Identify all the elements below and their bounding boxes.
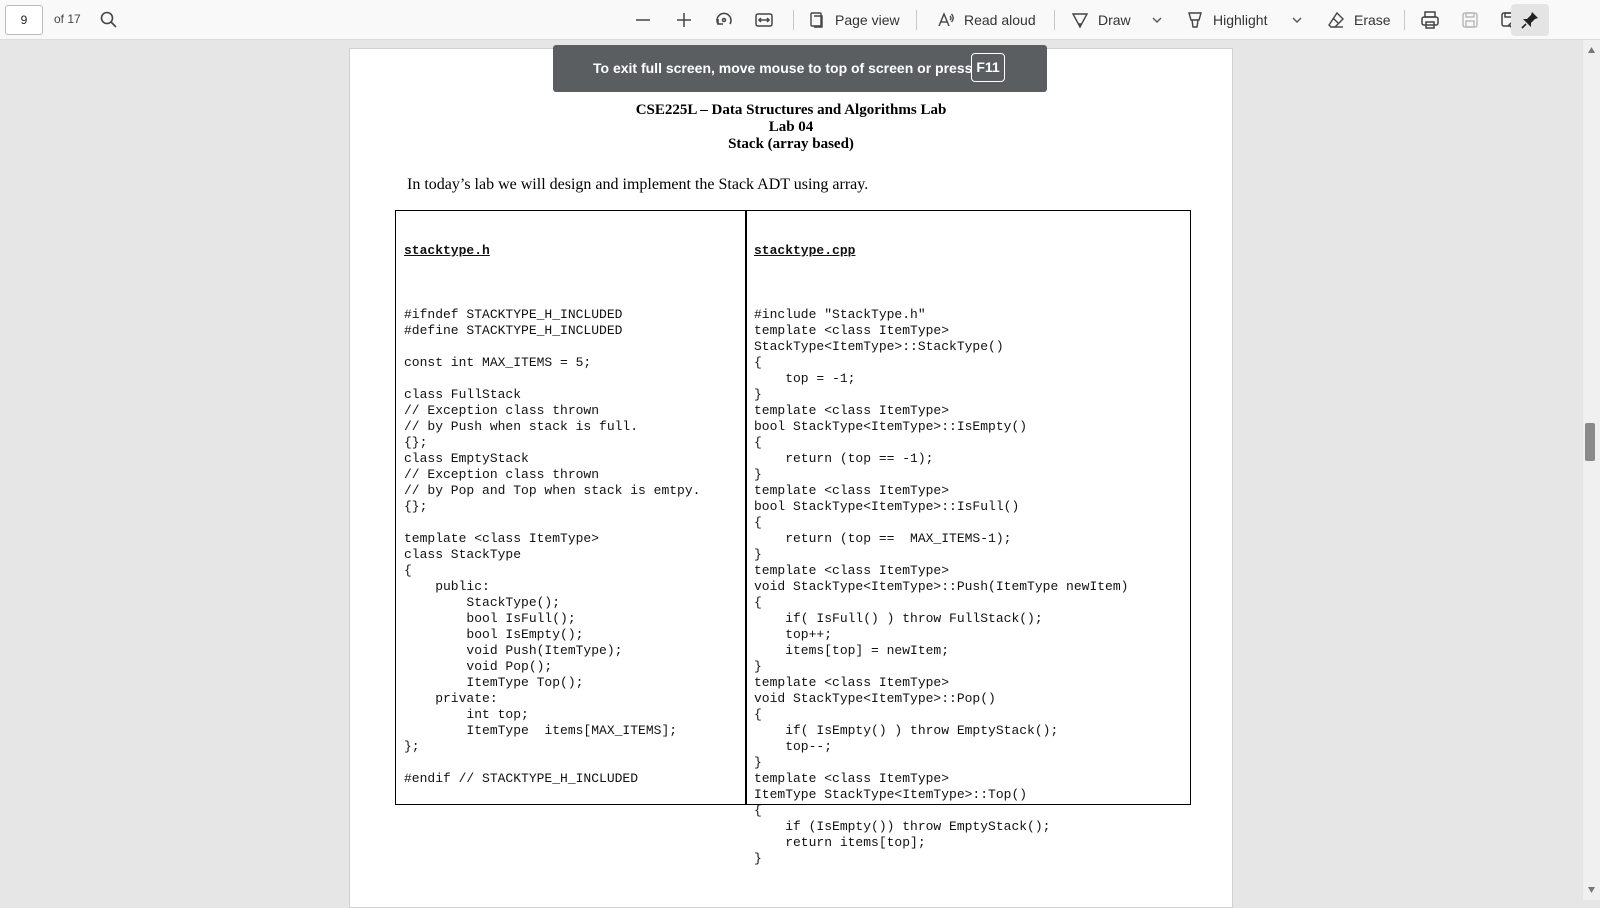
title-line-topic: Stack (array based) [728,136,854,152]
header-code-line: template <class ItemType> [404,531,600,546]
draw-label: Draw [1098,12,1131,28]
header-code-line: public: [404,579,490,594]
title-line-lab: Lab 04 [768,119,814,135]
header-code-line: ItemType Top(); [404,675,584,690]
read-aloud-button[interactable] [936,6,1036,34]
draw-icon [1070,10,1090,30]
source-code-line: if( IsEmpty() ) throw EmptyStack(); [754,723,1059,738]
source-code-line: } [754,387,762,402]
source-code-line: template <class ItemType> [754,483,950,498]
source-code-line: StackType<ItemType>::StackType() [754,339,1004,354]
zoom-in-icon[interactable] [672,8,696,32]
source-code-line: } [754,659,762,674]
source-code-line: } [754,755,762,770]
source-file-name: stacktype.cpp [754,243,856,258]
source-code-line [754,291,1128,307]
header-code-line: #endif // STACKTYPE_H_INCLUDED [404,771,639,786]
header-code-line: // by Pop and Top when stack is emtpy. [404,483,701,498]
header-code-line [404,515,700,531]
header-code-line: class EmptyStack [404,451,529,466]
header-code-line: // Exception class thrown [404,403,600,418]
chevron-down-icon[interactable] [1150,12,1164,28]
erase-button[interactable] [1326,6,1391,34]
header-code-line: ItemType items[MAX_ITEMS]; [404,723,678,738]
source-code-line: items[top] = newItem; [754,643,950,658]
source-code-line: { [754,707,762,722]
scrollbar-thumb[interactable] [1585,423,1595,461]
read-aloud-icon [936,10,956,30]
header-file-name: stacktype.h [404,243,490,258]
vertical-scrollbar[interactable] [1583,40,1600,900]
header-code-line: bool IsFull(); [404,611,576,626]
header-code-line: class StackType [404,547,522,562]
header-code-line: int top; [404,707,529,722]
page-view-label: Page view [835,12,900,28]
source-code-line: bool StackType<ItemType>::IsEmpty() [754,419,1028,434]
rotate-icon[interactable] [712,8,736,32]
source-code-line: template <class ItemType> [754,563,950,578]
header-code-line: StackType(); [404,595,561,610]
source-code-line: { [754,515,762,530]
document-page [349,48,1233,908]
page-view-button[interactable] [807,6,900,34]
source-code-line: top = -1; [754,371,856,386]
draw-button[interactable] [1070,6,1131,34]
header-code-line: // by Push when stack is full. [404,419,639,434]
source-code-line: bool StackType<ItemType>::IsFull() [754,499,1020,514]
page-total-label: of 17 [54,12,81,26]
source-code-line: if (IsEmpty()) throw EmptyStack(); [754,819,1051,834]
header-code-line: {}; [404,499,428,514]
title-line-course: CSE225L – Data Structures and Algorithms Lab [635,102,947,118]
code-table [395,210,1191,866]
header-code-line: #ifndef STACKTYPE_H_INCLUDED [404,307,623,322]
header-code-line: }; [404,739,420,754]
source-code-line: return items[top]; [754,835,926,850]
highlight-label: Highlight [1213,12,1268,28]
header-code-line [404,291,700,307]
source-code-line: template <class ItemType> [754,675,950,690]
header-file-column [404,211,700,787]
source-code-line: template <class ItemType> [754,403,950,418]
source-code-line: } [754,547,762,562]
header-code-line: #define STACKTYPE_H_INCLUDED [404,323,623,338]
print-icon[interactable] [1418,8,1442,32]
fullscreen-notice-text: To exit full screen, move mouse to top of screen or press [593,60,973,76]
source-code-line: ItemType StackType<ItemType>::Top() [754,787,1028,802]
pin-icon [1520,10,1540,30]
scroll-up-arrow-icon[interactable] [1587,46,1596,54]
header-code-line: void Pop(); [404,659,553,674]
toolbar-separator [1054,10,1055,30]
page-number-input[interactable] [5,5,43,35]
highlight-icon [1185,10,1205,30]
header-code-line: {}; [404,435,428,450]
fullscreen-notice [553,45,1047,92]
source-code-line: template <class ItemType> [754,323,950,338]
fit-width-icon[interactable] [752,8,776,32]
header-code-line [404,755,700,771]
header-code-line: const int MAX_ITEMS = 5; [404,355,592,370]
read-aloud-label: Read aloud [964,12,1036,28]
source-code-line: { [754,595,762,610]
search-icon[interactable] [97,8,121,32]
source-code-line: #include "StackType.h" [754,307,926,322]
source-code-line: template <class ItemType> [754,771,950,786]
header-code-line: bool IsEmpty(); [404,627,584,642]
source-file-column [754,211,1128,867]
source-code-line: return (top == MAX_ITEMS-1); [754,531,1012,546]
save-icon[interactable] [1458,8,1482,32]
toolbar-separator [916,10,917,30]
page-view-icon [807,10,827,30]
source-code-line: if( IsFull() ) throw FullStack(); [754,611,1043,626]
source-code-line: return (top == -1); [754,451,934,466]
source-code-line: top--; [754,739,833,754]
pin-toolbar-button[interactable] [1511,4,1549,36]
source-code-line: { [754,355,762,370]
erase-icon [1326,10,1346,30]
intro-paragraph: In today’s lab we will design and implement the Stack ADT using array. [407,176,869,193]
erase-label: Erase [1354,12,1391,28]
source-code-line: } [754,467,762,482]
source-code-line: } [754,851,762,866]
highlight-button[interactable] [1185,6,1267,34]
source-code-line: void StackType<ItemType>::Push(ItemType newItem) [754,579,1129,594]
source-code-line: top++; [754,627,833,642]
zoom-out-icon[interactable] [631,8,655,32]
header-code-line: class FullStack [404,387,522,402]
pdf-toolbar [0,0,1600,40]
header-code-line: private: [404,691,498,706]
document-title [350,102,1232,153]
source-code-line: { [754,803,762,818]
toolbar-separator [793,10,794,30]
fullscreen-key-badge: F11 [971,53,1005,82]
header-code-line: // Exception class thrown [404,467,600,482]
toolbar-separator [1404,10,1405,30]
header-code-line [404,371,700,387]
header-code-line: { [404,563,412,578]
scroll-down-arrow-icon[interactable] [1587,886,1596,894]
source-code-line: { [754,435,762,450]
chevron-down-icon[interactable] [1290,12,1304,28]
column-divider [745,211,747,804]
header-code-line: void Push(ItemType); [404,643,623,658]
header-code-line [404,339,700,355]
source-code-line: void StackType<ItemType>::Pop() [754,691,996,706]
